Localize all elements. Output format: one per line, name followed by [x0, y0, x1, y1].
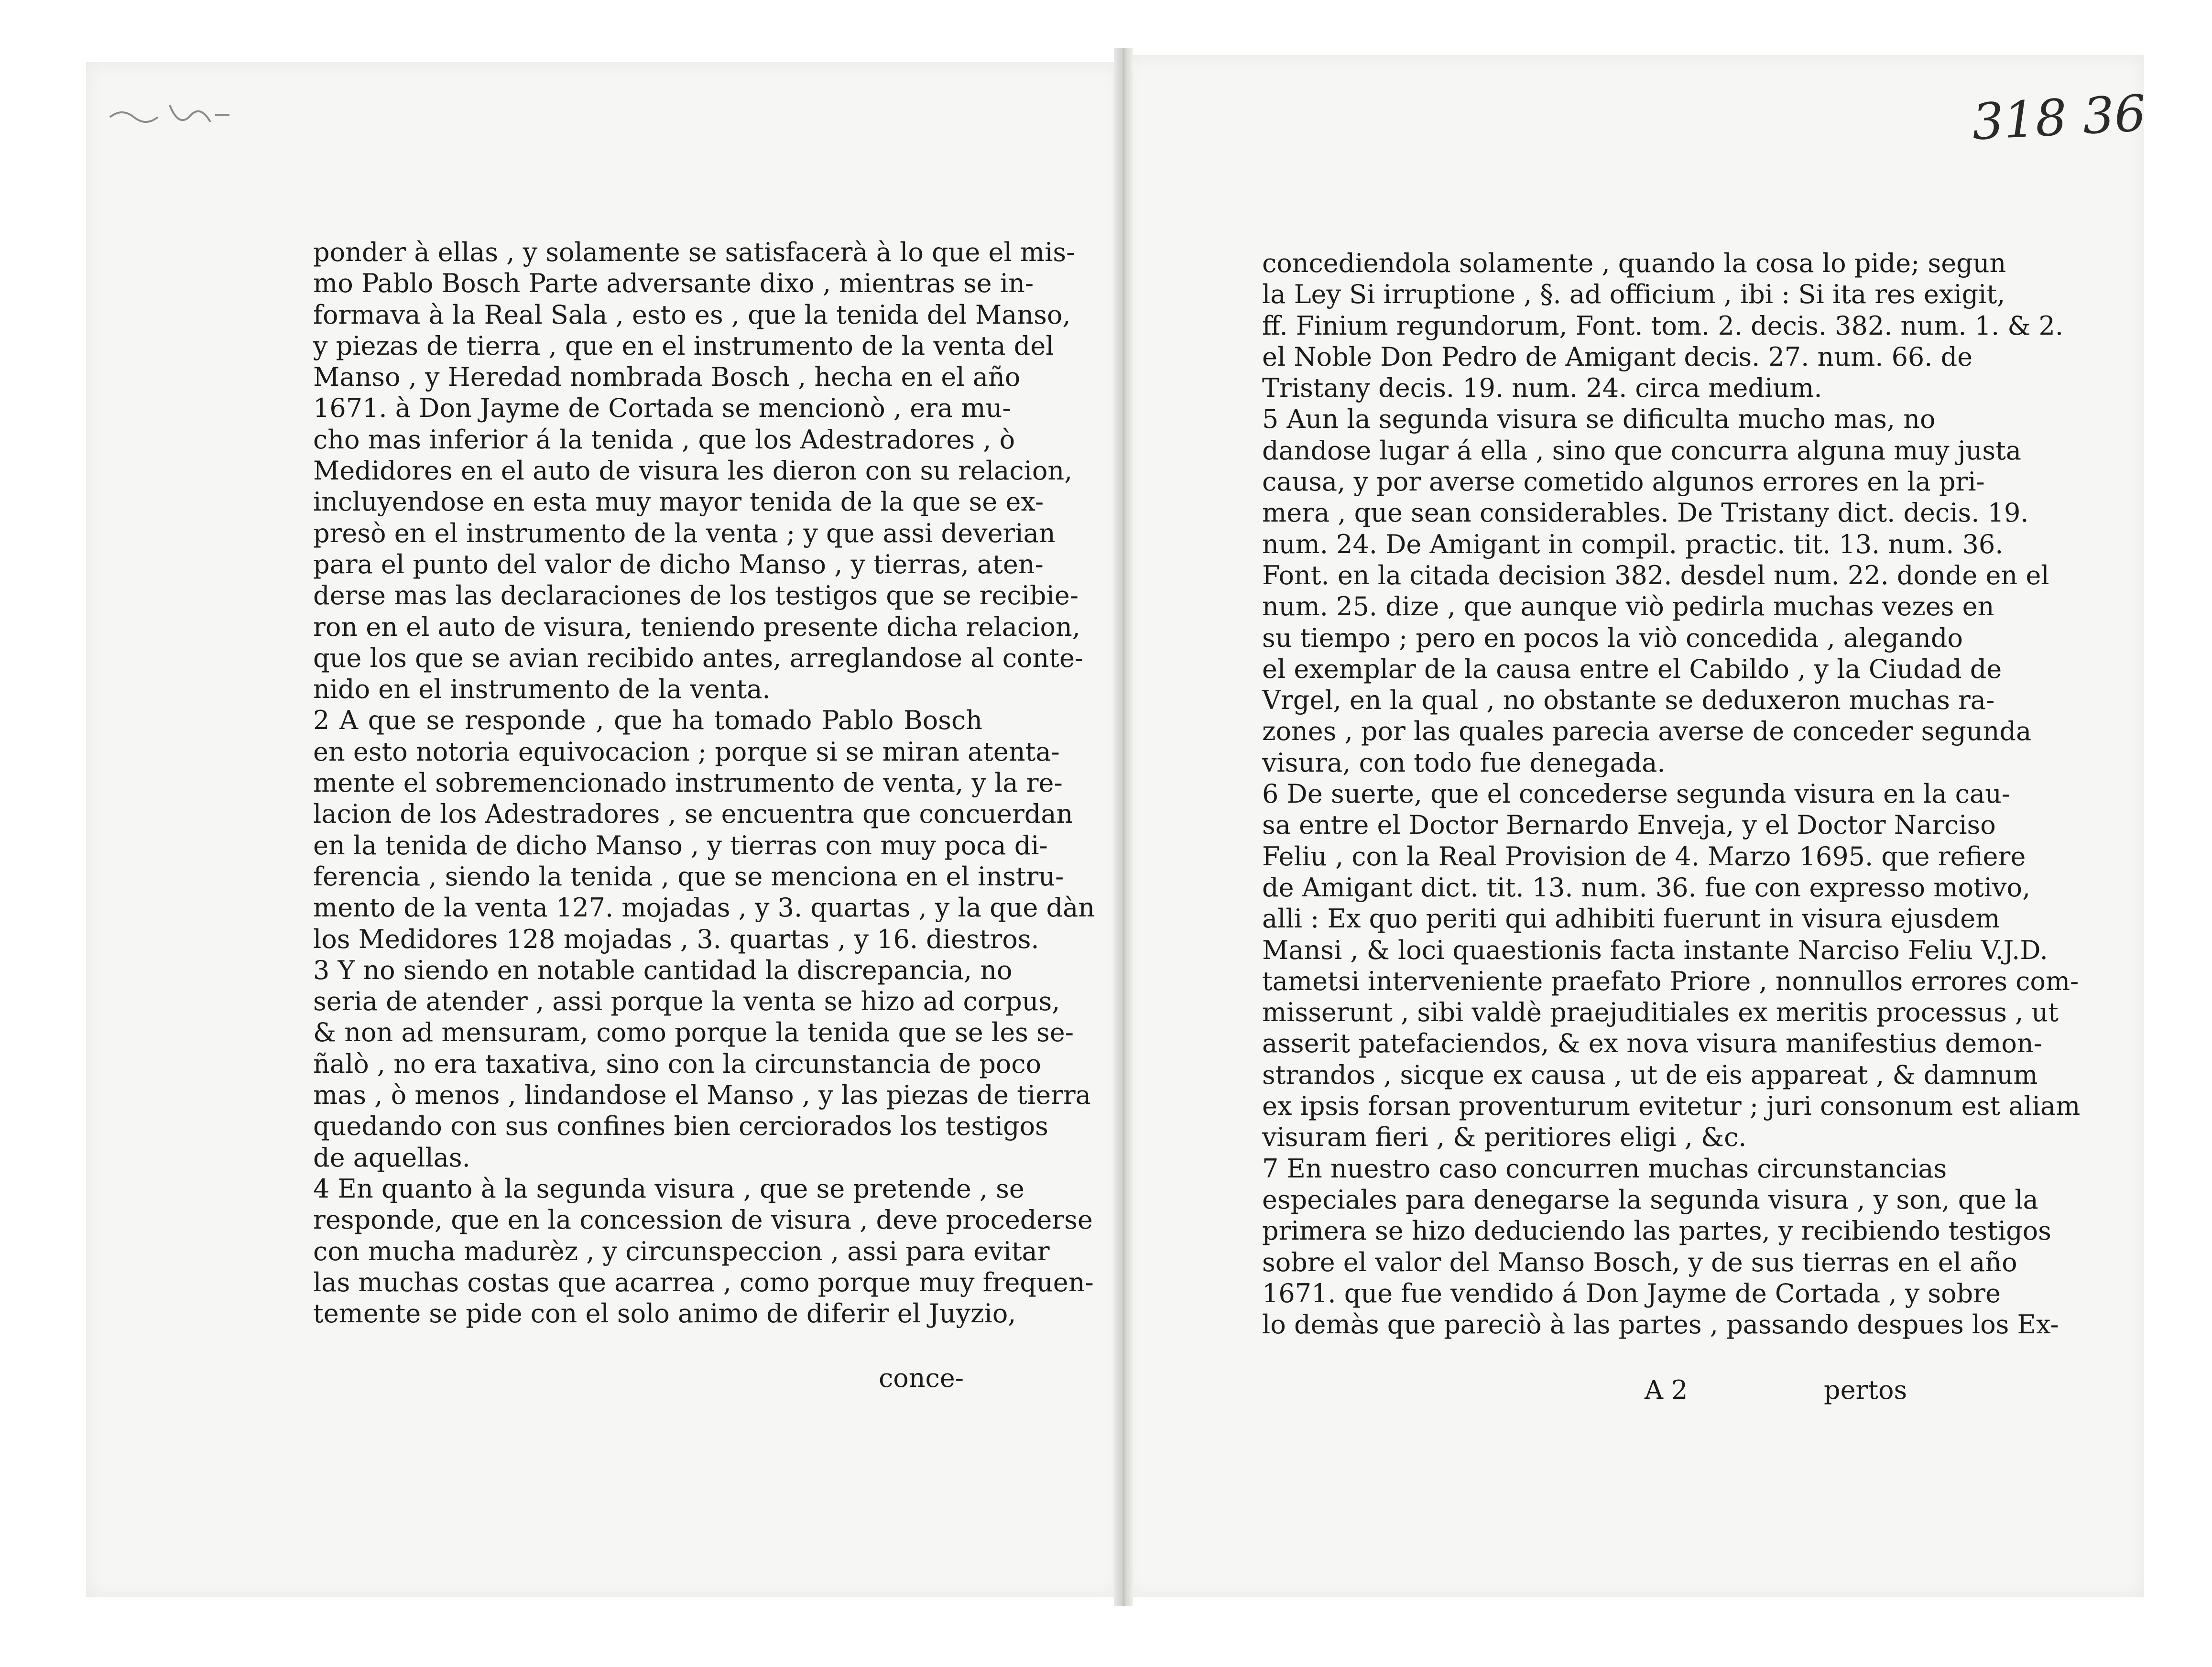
text-line: causa, y por averse cometido algunos errores en la pri-: [1262, 467, 1985, 497]
text-line: mento de la venta 127. mojadas , y 3. quartas , y la que dàn: [313, 893, 1095, 923]
text-line: temente se pide con el solo animo de diferir el Juyzio,: [313, 1298, 1016, 1329]
text-line: que los que se avian recibido antes, arreglandose al conte-: [313, 643, 1084, 673]
text-line: con mucha madurèz , y circunspeccion , assi para evitar: [313, 1236, 1050, 1266]
text-line: cho mas inferior á la tenida , que los Adestradores , ò: [313, 424, 1015, 455]
text-line: 4 En quanto à la segunda visura , que se pretende , se: [313, 1173, 1024, 1204]
text-line: mera , que sean considerables. De Tristany dict. decis. 19.: [1262, 498, 2029, 528]
text-line: 1671. que fue vendido á Don Jayme de Cortada , y sobre: [1262, 1278, 2001, 1308]
right-catchword: pertos: [1824, 1375, 1907, 1405]
text-line: de aquellas.: [313, 1142, 470, 1173]
text-line: Manso , y Heredad nombrada Bosch , hecha en el año: [313, 362, 1021, 392]
text-line: el exemplar de la causa entre el Cabildo , y la Ciudad de: [1262, 654, 2002, 684]
text-line: presò en el instrumento de la venta ; y que assi deverian: [313, 518, 1056, 548]
text-line: la Ley Si irruptione , §. ad officium , ibi : Si ita res exigit,: [1262, 279, 2005, 310]
text-line: formava à la Real Sala , esto es , que la tenida del Manso,: [313, 299, 1071, 330]
text-line: nido en el instrumento de la venta.: [313, 674, 771, 705]
text-line: 7 En nuestro caso concurren muchas circunstancias: [1262, 1153, 1947, 1184]
text-line: lacion de los Adestradores , se encuentra que concuerdan: [313, 799, 1073, 829]
text-line: y piezas de tierra , que en el instrumento de la venta del: [313, 330, 1054, 361]
text-line: visura, con todo fue denegada.: [1262, 747, 1666, 778]
pen-scribble-mark: [108, 96, 232, 134]
text-line: Mansi , & loci quaestionis facta instante Narciso Feliu V.J.D.: [1262, 935, 2048, 965]
text-line: zones , por las quales parecia averse de conceder segunda: [1262, 716, 2032, 747]
text-line: sa entre el Doctor Bernardo Enveja, y el Doctor Narciso: [1262, 810, 1996, 840]
text-line: Vrgel, en la qual , no obstante se deduxeron muchas ra-: [1262, 685, 1995, 716]
text-line: tametsi interveniente praefato Priore , nonnullos errores com-: [1262, 966, 2079, 996]
text-line: especiales para denegarse la segunda visura , y son, que la: [1262, 1184, 2038, 1215]
text-line: asserit patefaciendos, & ex nova visura manifestius demon-: [1262, 1028, 2042, 1059]
text-line: ff. Finium regundorum, Font. tom. 2. decis. 382. num. 1. & 2.: [1262, 310, 2064, 341]
text-line: quedando con sus confines bien cerciorados los testigos: [313, 1111, 1048, 1142]
text-line: strandos , sicque ex causa , ut de eis appareat , & damnum: [1262, 1059, 2038, 1090]
text-line: mo Pablo Bosch Parte adversante dixo , mientras se in-: [313, 268, 1034, 299]
text-line: Medidores en el auto de visura les dieron con su relacion,: [313, 456, 1073, 486]
text-line: responde, que en la concession de visura , deve procederse: [313, 1205, 1093, 1235]
text-line: ponder à ellas , y solamente se satisfacerà à lo que el mis-: [313, 237, 1075, 267]
right-page-text: [1262, 248, 2081, 1340]
text-line: derse mas las declaraciones de los testigos que se recibie-: [313, 580, 1079, 611]
text-line: Feliu , con la Real Provision de 4. Marzo 1695. que refiere: [1262, 841, 2026, 872]
text-line: 6 De suerte, que el concederse segunda visura en la cau-: [1262, 779, 2011, 809]
text-line: en esto notoria equivocacion ; porque si se miran atenta-: [313, 736, 1060, 767]
text-line: ron en el auto de visura, teniendo presente dicha relacion,: [313, 611, 1080, 642]
text-line: 3 Y no siendo en notable cantidad la discrepancia, no: [313, 955, 1013, 985]
text-line: mas , ò menos , lindandose el Manso , y las piezas de tierra: [313, 1080, 1091, 1111]
folio-number: 318 36: [1971, 84, 2147, 152]
text-line: las muchas costas que acarrea , como porque muy frequen-: [313, 1267, 1094, 1297]
text-line: 1671. à Don Jayme de Cortada se mencionò , era mu-: [313, 393, 1011, 424]
text-line: sobre el valor del Manso Bosch, y de sus tierras en el año: [1262, 1247, 2017, 1277]
left-page-text: [313, 237, 1095, 1329]
text-line: dandose lugar á ella , sino que concurra alguna muy justa: [1262, 435, 2021, 466]
book-gutter: [1114, 48, 1133, 1606]
text-line: ferencia , siendo la tenida , que se menciona en el instru-: [313, 861, 1064, 892]
text-line: & non ad mensuram, como porque la tenida que se les se-: [313, 1017, 1074, 1048]
text-line: los Medidores 128 mojadas , 3. quartas , y 16. diestros.: [313, 924, 1039, 954]
text-line: misserunt , sibi valdè praejuditiales ex meritis processus , ut: [1262, 997, 2059, 1028]
text-line: para el punto del valor de dicho Manso , y tierras, aten-: [313, 549, 1044, 579]
text-line: Font. en la citada decision 382. desdel num. 22. donde en el: [1262, 560, 2049, 590]
text-line: seria de atender , assi porque la venta se hizo ad corpus,: [313, 986, 1060, 1017]
left-catchword: conce-: [879, 1363, 964, 1393]
signature-mark: A 2: [1645, 1375, 1688, 1405]
text-line: num. 25. dize , que aunque viò pedirla muchas vezes en: [1262, 591, 1994, 622]
text-line: Tristany decis. 19. num. 24. circa medium.: [1262, 373, 1822, 403]
text-line: ex ipsis forsan proventurum evitetur ; juri consonum est aliam: [1262, 1091, 2081, 1122]
text-line: primera se hizo deduciendo las partes, y recibiendo testigos: [1262, 1216, 2051, 1246]
text-line: en la tenida de dicho Manso , y tierras con muy poca di-: [313, 830, 1048, 861]
text-line: concediendola solamente , quando la cosa lo pide; segun: [1262, 248, 2006, 278]
text-line: el Noble Don Pedro de Amigant decis. 27. num. 66. de: [1262, 341, 1973, 372]
text-line: 5 Aun la segunda visura se dificulta mucho mas, no: [1262, 404, 1936, 435]
text-line: ñalò , no era taxativa, sino con la circunstancia de poco: [313, 1048, 1042, 1079]
text-line: alli : Ex quo periti qui adhibiti fuerunt in visura ejusdem: [1262, 904, 2000, 934]
text-line: incluyendose en esta muy mayor tenida de la que se ex-: [313, 487, 1044, 517]
text-line: de Amigant dict. tit. 13. num. 36. fue con expresso motivo,: [1262, 872, 2031, 903]
text-line: mente el sobremencionado instrumento de venta, y la re-: [313, 768, 1063, 798]
text-line: num. 24. De Amigant in compil. practic. tit. 13. num. 36.: [1262, 529, 2004, 559]
text-line: visuram fieri , & peritiores eligi , &c.: [1262, 1122, 1747, 1153]
text-line: lo demàs que pareciò à las partes , passando despues los Ex-: [1262, 1309, 2059, 1340]
text-line: su tiempo ; pero en pocos la viò concedida , alegando: [1262, 622, 1963, 653]
text-line: 2 A que se responde , que ha tomado Pablo Bosch: [313, 705, 982, 736]
